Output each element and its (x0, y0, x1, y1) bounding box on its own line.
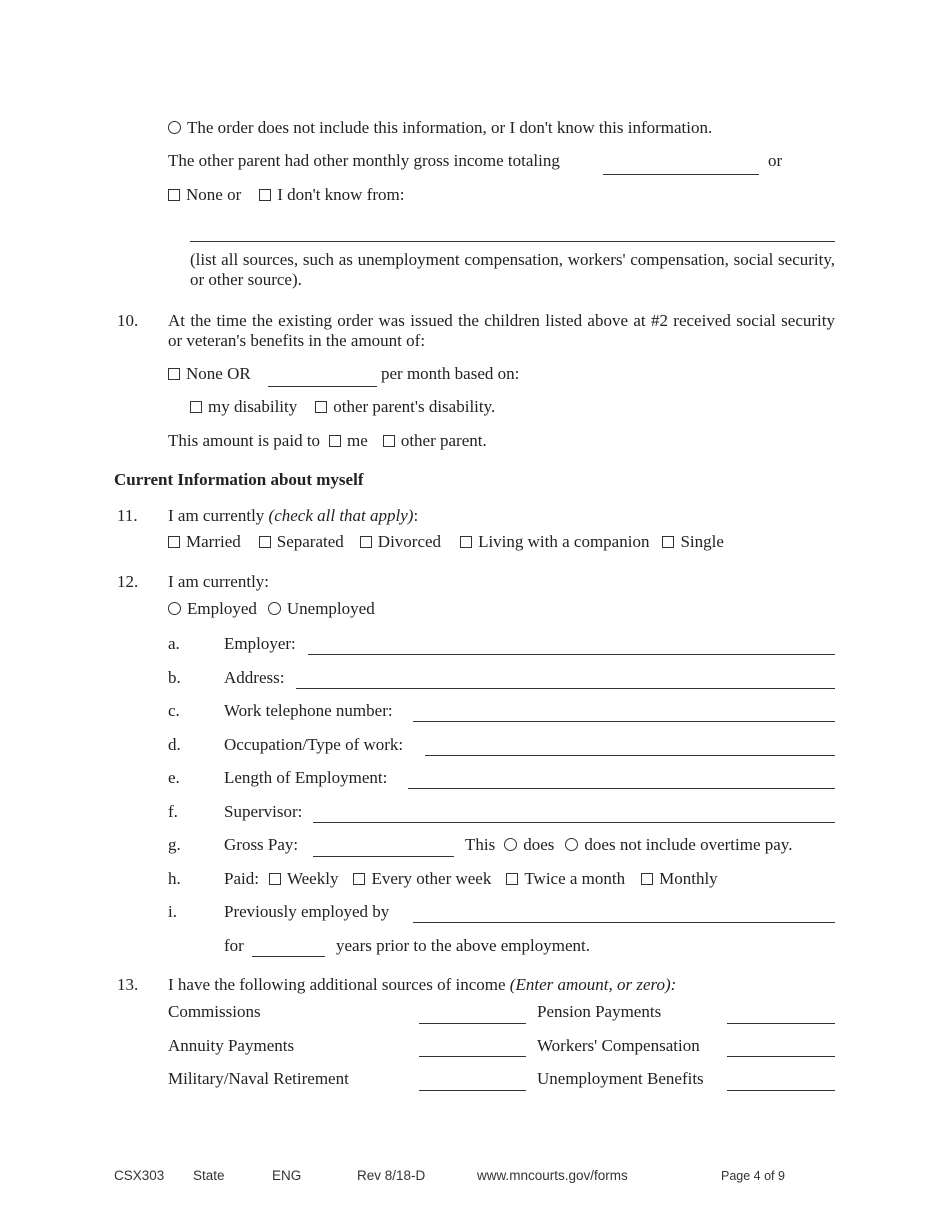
overtime-does-radio[interactable] (504, 838, 517, 851)
item-i-letter: i. (168, 902, 177, 921)
military-retirement-label: Military/Naval Retirement (168, 1069, 349, 1088)
other-income-or: or (768, 151, 783, 170)
employment-status-row (168, 599, 375, 619)
item-e-letter: e. (168, 768, 180, 787)
radio-unknown-label: The order does not include this information, or I don't know this information. (187, 118, 713, 137)
q11-text: I am currently (168, 506, 265, 525)
previous-employer-label: Previously employed by (224, 902, 390, 921)
q10-text: At the time the existing order was issued the children listed above at #2 received social security or veteran's benefits in the amount of: (168, 311, 835, 350)
marital-status-row (168, 532, 724, 552)
twice-a-month-checkbox[interactable] (506, 873, 518, 885)
radio-unknown-row (168, 118, 712, 138)
military-retirement-field[interactable] (419, 1090, 526, 1091)
q13-text: I have the following additional sources of income (168, 975, 506, 994)
occupation-label: Occupation/Type of work: (224, 735, 404, 754)
pension-field[interactable] (727, 1023, 835, 1024)
dont-know-label: I don't know from: (277, 185, 405, 204)
none-or-label: None or (186, 185, 242, 204)
q13-question (168, 975, 676, 995)
other-income-text: The other parent had other monthly gross income totaling (168, 151, 560, 170)
separated-checkbox[interactable] (259, 536, 271, 548)
employer-field[interactable] (308, 654, 835, 655)
separated-label: Separated (276, 532, 344, 551)
years-prior-label: years prior to the above employment. (336, 936, 590, 955)
none-checkbox[interactable] (168, 189, 180, 201)
gross-pay-field[interactable] (313, 856, 454, 857)
q10-number: 10. (117, 311, 139, 330)
my-disability-label: my disability (208, 397, 298, 416)
footer-url[interactable]: www.mncourts.gov/forms (477, 1168, 628, 1183)
per-month-label: per month based on: (381, 364, 520, 383)
benefits-amount-field[interactable] (268, 386, 377, 387)
commissions-label: Commissions (168, 1002, 261, 1021)
monthly-label: Monthly (659, 869, 718, 888)
overtime-this-label: This (465, 835, 496, 854)
workers-comp-field[interactable] (727, 1056, 835, 1057)
overtime-does-label: does (523, 835, 555, 854)
overtime-does-not-radio[interactable] (565, 838, 578, 851)
item-d-letter: d. (168, 735, 181, 754)
married-checkbox[interactable] (168, 536, 180, 548)
twice-a-month-label: Twice a month (524, 869, 626, 888)
q13-number: 13. (117, 975, 139, 994)
q11-number: 11. (117, 506, 138, 525)
pension-label: Pension Payments (537, 1002, 662, 1021)
married-label: Married (186, 532, 241, 551)
q12-text: I am currently: (168, 572, 270, 591)
item-h-letter: h. (168, 869, 181, 888)
divorced-label: Divorced (377, 532, 442, 551)
income-source-row (168, 185, 404, 205)
section-heading: Current Information about myself (114, 470, 364, 489)
gross-pay-label: Gross Pay: (224, 835, 299, 854)
unemployed-radio[interactable] (268, 602, 281, 615)
weekly-label: Weekly (286, 869, 339, 888)
paid-to-label: This amount is paid to (168, 431, 321, 450)
other-income-field[interactable] (603, 174, 759, 175)
address-field[interactable] (296, 688, 835, 689)
item-c-letter: c. (168, 701, 180, 720)
employment-length-label: Length of Employment: (224, 768, 388, 787)
overtime-does-not-label: does not include overtime pay. (584, 835, 793, 854)
previous-employer-field[interactable] (413, 922, 835, 923)
every-other-week-checkbox[interactable] (353, 873, 365, 885)
supervisor-field[interactable] (313, 822, 835, 823)
weekly-checkbox[interactable] (269, 873, 281, 885)
annuity-field[interactable] (419, 1056, 526, 1057)
q11-hint: (check all that apply) (268, 506, 414, 525)
unemployment-benefits-label: Unemployment Benefits (537, 1069, 704, 1088)
employed-radio[interactable] (168, 602, 181, 615)
radio-unknown[interactable] (168, 121, 181, 134)
paid-to-row (168, 431, 487, 451)
companion-label: Living with a companion (478, 532, 650, 551)
pay-frequency-row (224, 869, 718, 889)
divorced-checkbox[interactable] (360, 536, 372, 548)
q12-number: 12. (117, 572, 139, 591)
paid-to-me-label: me (347, 431, 368, 450)
paid-to-me-checkbox[interactable] (329, 435, 341, 447)
occupation-field[interactable] (425, 755, 835, 756)
income-sources-field[interactable] (190, 241, 835, 242)
item-g-letter: g. (168, 835, 181, 854)
disability-row (190, 397, 495, 417)
benefits-row (168, 364, 251, 384)
item-b-letter: b. (168, 668, 181, 687)
employed-label: Employed (187, 599, 257, 618)
item-a-letter: a. (168, 634, 180, 653)
paid-label: Paid: (224, 869, 259, 888)
employer-label: Employer: (224, 634, 296, 653)
footer-page: Page 4 of 9 (721, 1169, 785, 1183)
paid-to-other-label: other parent. (400, 431, 487, 450)
footer-lang: ENG (272, 1168, 302, 1183)
item-f-letter: f. (168, 802, 178, 821)
dont-know-checkbox[interactable] (259, 189, 271, 201)
single-label: Single (680, 532, 724, 551)
commissions-field[interactable] (419, 1023, 526, 1024)
unemployed-label: Unemployed (286, 599, 375, 618)
footer-rev: Rev 8/18-D (357, 1168, 426, 1183)
q11-colon: : (413, 506, 419, 525)
work-phone-field[interactable] (413, 721, 835, 722)
overtime-row (465, 835, 792, 855)
workers-comp-label: Workers' Compensation (537, 1036, 700, 1055)
employment-length-field[interactable] (408, 788, 835, 789)
companion-checkbox[interactable] (460, 536, 472, 548)
sources-note: (list all sources, such as unemployment compensation, workers' compensation, social security, or other source). (190, 250, 835, 289)
annuity-label: Annuity Payments (168, 1036, 295, 1055)
other-disability-label: other parent's disability. (333, 397, 496, 416)
for-label: for (224, 936, 244, 955)
unemployment-benefits-field[interactable] (727, 1090, 835, 1091)
my-disability-checkbox[interactable] (190, 401, 202, 413)
single-checkbox[interactable] (662, 536, 674, 548)
address-label: Address: (224, 668, 285, 687)
benefits-none-label: None OR (186, 364, 251, 383)
every-other-week-label: Every other week (371, 869, 492, 888)
paid-to-other-checkbox[interactable] (383, 435, 395, 447)
supervisor-label: Supervisor: (224, 802, 303, 821)
work-phone-label: Work telephone number: (224, 701, 393, 720)
q13-hint: (Enter amount, or zero): (509, 975, 677, 994)
monthly-checkbox[interactable] (641, 873, 653, 885)
benefits-none-checkbox[interactable] (168, 368, 180, 380)
footer-form-id: CSX303 (114, 1168, 165, 1183)
q11-question (168, 506, 418, 526)
footer-state: State (193, 1168, 225, 1183)
other-disability-checkbox[interactable] (315, 401, 327, 413)
years-prior-field[interactable] (252, 956, 325, 957)
